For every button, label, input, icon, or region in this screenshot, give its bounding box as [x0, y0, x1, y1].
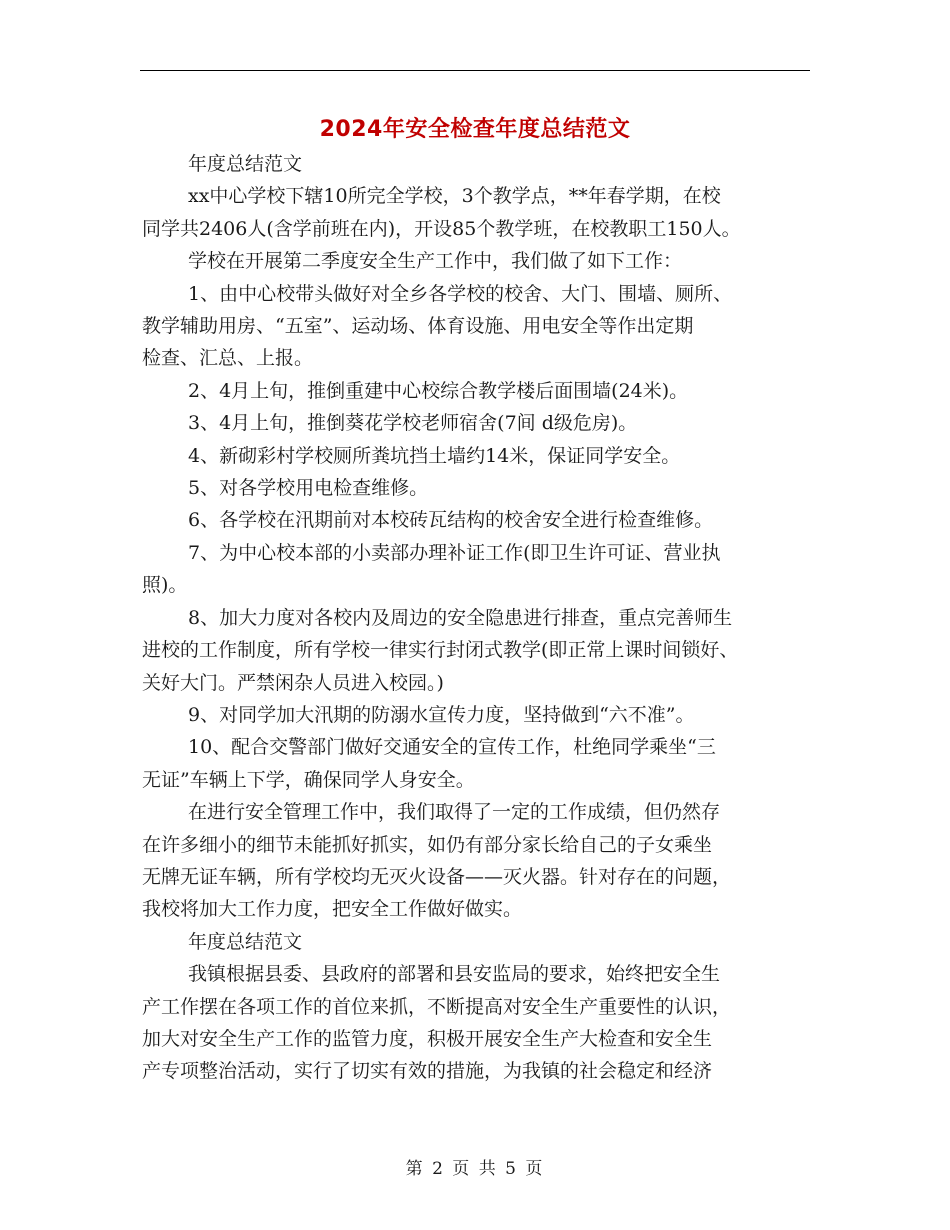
text-line: 无牌无证车辆，所有学校均无灭火设备——灭火器。针对存在的问题，: [142, 865, 732, 888]
document-body: [142, 148, 822, 1088]
text-line: 8、加大力度对各校内及周边的安全隐患进行排查，重点完善师生: [188, 606, 733, 629]
text-line: 年度总结范文: [188, 153, 303, 175]
text-line: 年度总结范文: [188, 930, 303, 953]
text-line: 在许多细小的细节未能抓好抓实，如仍有部分家长给自己的子女乘坐: [142, 833, 713, 856]
text-line: 照)。: [142, 574, 188, 597]
text-line: 9、对同学加大汛期的防溺水宣传力度，坚持做到“六不准”。: [188, 703, 695, 726]
header-rule: [140, 70, 810, 71]
text-line: 同学共2406人(含学前班在内)，开设85个教学班，在校教职工150人。: [142, 217, 741, 240]
text-line: 进校的工作制度，所有学校一律实行封闭式教学(即正常上课时间锁好、: [142, 639, 739, 662]
text-line: 产工作摆在各项工作的首位来抓，不断提高对安全生产重要性的认识，: [142, 995, 732, 1018]
text-line: 2、4月上旬，推倒重建中心校综合教学楼后面围墙(24米)。: [188, 379, 689, 402]
text-line: xx中心学校下辖10所完全学校，3个教学点，**年春学期，在校: [188, 185, 721, 208]
text-line: 在进行安全管理工作中，我们取得了一定的工作成绩，但仍然存: [188, 801, 721, 824]
document-title: 2024年安全检查年度总结范文: [319, 117, 631, 142]
text-line: 学校在开展第二季度安全生产工作中，我们做了如下工作：: [188, 250, 683, 273]
text-line: 6、各学校在汛期前对本校砖瓦结构的校舍安全进行检查维修。: [188, 509, 714, 532]
text-line: 无证”车辆上下学，确保同学人身安全。: [142, 768, 475, 791]
text-line: 产专项整治活动，实行了切实有效的措施，为我镇的社会稳定和经济: [142, 1060, 713, 1083]
text-line: 1、由中心校带头做好对全乡各学校的校舍、大门、围墙、厕所、: [188, 282, 733, 305]
text-line: 检查、汇总、上报。: [142, 347, 314, 370]
text-line: 教学辅助用房、“五室”、运动场、体育设施、用电安全等作出定期: [142, 315, 694, 338]
text-line: 加大对安全生产工作的监管力度，积极开展安全生产大检查和安全生: [142, 1027, 713, 1050]
text-line: 7、为中心校本部的小卖部办理补证工作(即卫生许可证、营业执: [188, 541, 721, 564]
text-line: 关好大门。严禁闲杂人员进入校园。): [142, 671, 444, 694]
text-line: 5、对各学校用电检查维修。: [188, 477, 429, 500]
text-line: 3、4月上旬，推倒葵花学校老师宿舍(7间 d级危房)。: [188, 412, 638, 435]
text-line: 我镇根据县委、县政府的部署和县安监局的要求，始终把安全生: [188, 963, 721, 986]
text-line: 10、配合交警部门做好交通安全的宣传工作，杜绝同学乘坐“三: [188, 736, 716, 759]
text-line: 我校将加大工作力度，把安全工作做好做实。: [142, 898, 523, 921]
text-line: 4、新砌彩村学校厕所粪坑挡土墙约14米，保证同学安全。: [188, 444, 681, 467]
page-footer: 第 2 页 共 5 页: [405, 1159, 545, 1179]
